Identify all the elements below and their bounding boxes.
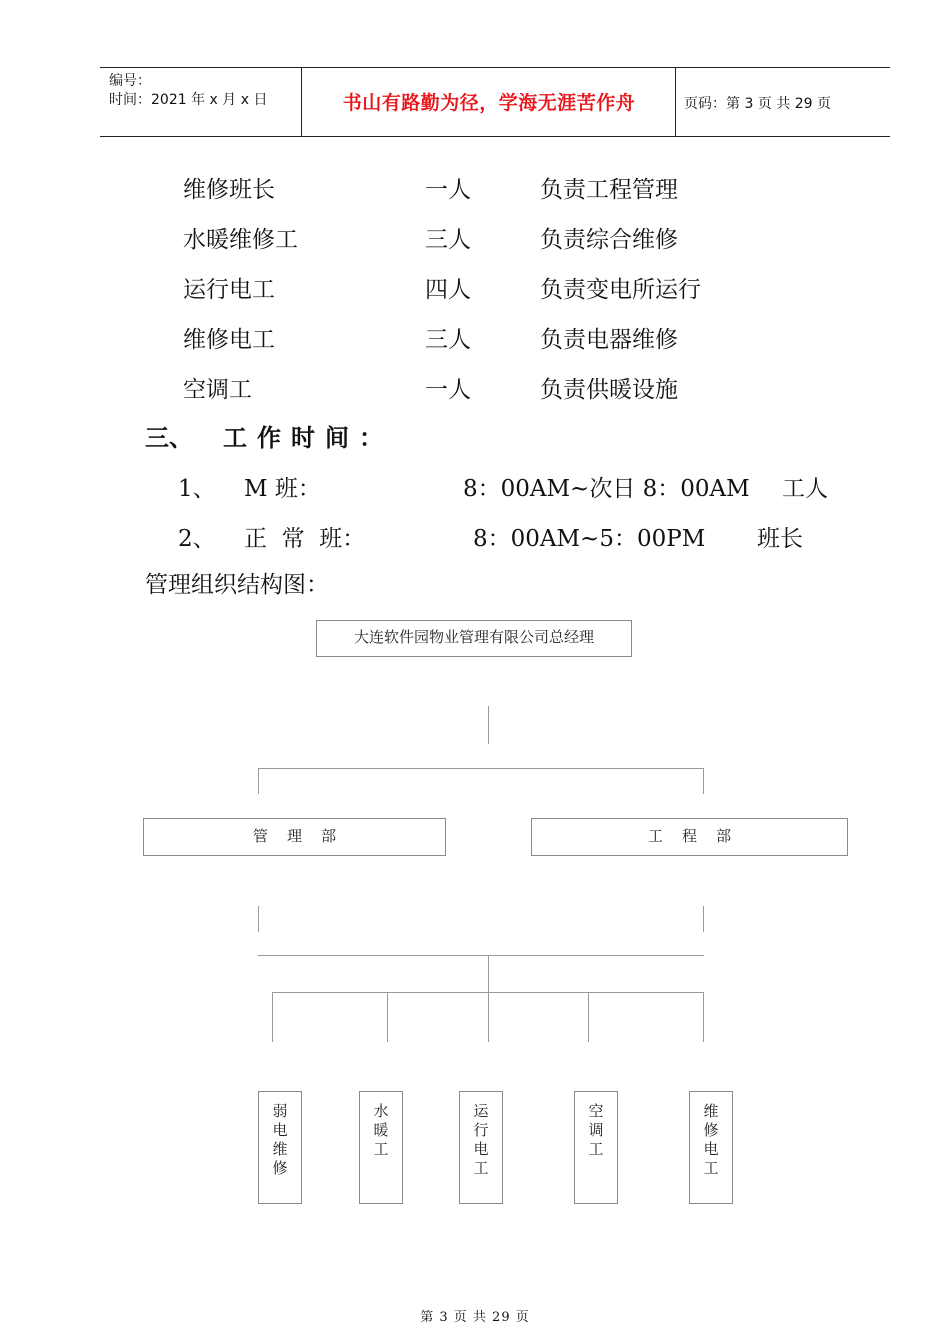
team-label: 弱 电 维 修 [272,1102,288,1177]
staff-row [0,371,950,411]
staff-role: 运行电工 [183,277,275,303]
org-box-management-dept: 管 理 部 [143,818,446,856]
staff-role: 空调工 [183,377,252,403]
staff-count: 一人 [425,177,471,203]
shift-who: 班长 [757,526,803,552]
staff-duty: 负责工程管理 [540,177,678,203]
team-label: 运 行 电 工 [473,1102,489,1177]
shift-name: M 班： [244,476,321,502]
staff-row [0,321,950,361]
connector-line [488,992,489,1042]
connector-line [703,992,704,1042]
connector-line [703,906,704,932]
org-box-general-manager: 大连软件园物业管理有限公司总经理 [316,620,632,657]
page-header [100,67,890,137]
shift-who: 工人 [782,476,828,502]
staff-row [0,271,950,311]
header-motto: 书山有路勤为径，学海无涯苦作舟 [342,92,636,114]
connector-line [258,768,259,794]
shift-index: 1、 [178,476,216,502]
staff-row [0,171,950,211]
shift-hours: 8：00AM~5：00PM [473,526,706,552]
header-page-info: 页码：第 3 页 共 29 页 [684,96,831,112]
team-label: 水 暖 工 [373,1102,389,1158]
staff-role: 维修电工 [183,327,275,353]
date-label: 时间：2021 年 x 月 x 日 [109,92,268,108]
section-title: 工作时间： [223,423,393,452]
header-meta [109,72,267,110]
section-number: 三、 [145,423,193,452]
shift-index: 2、 [178,526,216,552]
staff-duty: 负责变电所运行 [540,277,701,303]
staff-count: 三人 [425,227,471,253]
number-label: 编号： [109,73,151,89]
org-box-team [359,1091,403,1204]
team-label: 维 修 电 工 [703,1102,719,1177]
connector-line [272,992,273,1042]
org-box-team [574,1091,618,1204]
staff-duty: 负责综合维修 [540,227,678,253]
org-box-team [258,1091,302,1204]
staff-duty: 负责供暖设施 [540,377,678,403]
header-divider [675,68,676,136]
section-heading [145,418,393,453]
staff-count: 三人 [425,327,471,353]
staff-role: 水暖维修工 [183,227,298,253]
connector-line [488,955,489,993]
staff-duty: 负责电器维修 [540,327,678,353]
shift-name: 正 常 班： [244,526,366,552]
connector-line [258,768,704,769]
org-box-team [459,1091,503,1204]
shift-hours: 8：00AM~次日 8：00AM [463,476,750,502]
connector-line [258,955,704,956]
staff-role: 维修班长 [183,177,275,203]
connector-line [703,768,704,794]
org-chart-title: 管理组织结构图： [145,572,329,598]
connector-line [258,906,259,932]
team-label: 空 调 工 [588,1102,604,1158]
staff-count: 四人 [425,277,471,303]
staff-row [0,221,950,261]
connector-line [387,992,388,1042]
connector-line [488,706,489,744]
connector-line [588,992,589,1042]
page-footer: 第 3 页 共 29 页 [420,1310,530,1325]
org-box-engineering-dept: 工 程 部 [531,818,848,856]
staff-count: 一人 [425,377,471,403]
org-box-team [689,1091,733,1204]
